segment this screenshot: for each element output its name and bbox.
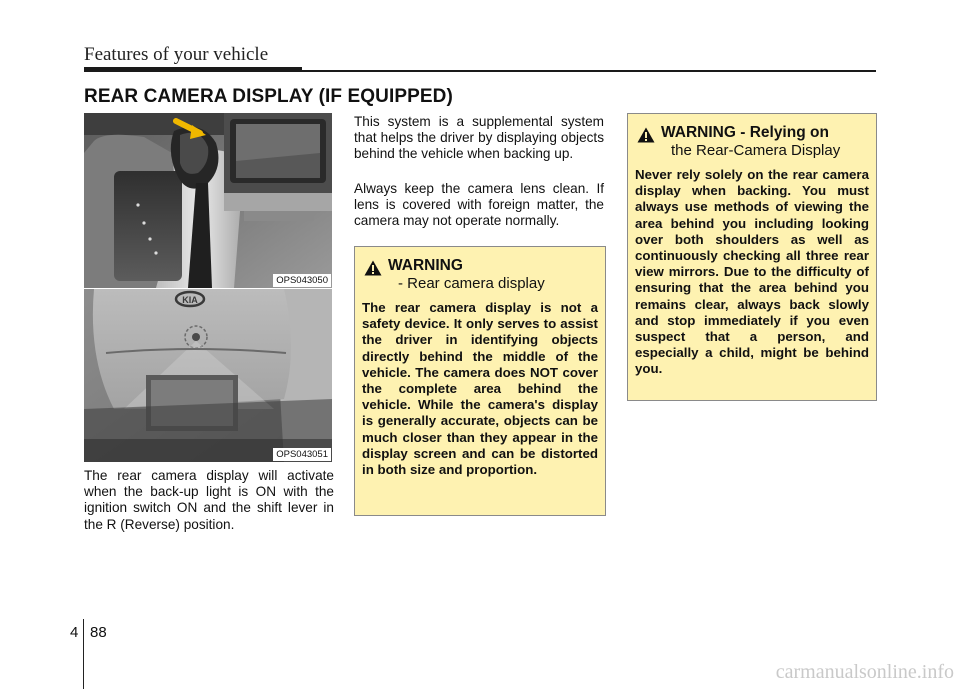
header-rule-thin	[302, 70, 876, 72]
page-number: 88	[90, 624, 107, 641]
warning-title: WARNING	[388, 257, 463, 274]
warning-triangle-icon	[637, 127, 655, 143]
warning-box-rear-camera	[354, 246, 606, 516]
warning-title: WARNING	[661, 124, 736, 141]
figure-code: OPS043051	[273, 448, 331, 461]
warning-subtitle: - Rear camera display	[398, 275, 545, 292]
chapter-number: 4	[70, 624, 79, 641]
vehicle-rear-camera-photo	[84, 289, 332, 462]
gear-shifter-photo	[84, 113, 332, 288]
page-header-title: Features of your vehicle	[84, 44, 269, 65]
vehicle-rear-illustration	[84, 289, 332, 462]
warning-subtitle: the Rear-Camera Display	[671, 142, 841, 159]
warning-title-line	[661, 124, 840, 142]
warning-title-suffix: - Relying on	[735, 124, 829, 141]
footer-divider	[83, 619, 84, 689]
header-rule-thick	[84, 67, 302, 72]
warning-text: Never rely solely on the rear camera display when backing. You must always use methods of viewing the area behind you including looking over both shoulders as well as continuously checking all three rear view mirrors. Due to the difficulty of ensuring that the area behind you remains clear, always back slowly and stop immediately if you even suspect that a person, and especially a child, might be behind you.	[635, 167, 869, 377]
warning-triangle-icon	[364, 260, 382, 276]
lens-clean-paragraph: Always keep the camera lens clean. If lens is covered with foreign matter, the camera may not operate normally.	[354, 181, 604, 229]
warning-text: The rear camera display is not a safety device. It only serves to assist the driver in identifying objects directly behind the middle of the vehicle. The camera does NOT cover the complete area behind the vehicle. While the camera's display is generally accurate, objects can be much closer than they appear in the display screen and can be distorted in both size and proportion.	[362, 300, 598, 478]
figure-code: OPS043050	[273, 274, 331, 287]
svg-text:KIA: KIA	[182, 295, 198, 305]
warning-box-relying-on-camera	[627, 113, 877, 401]
watermark-text: carmanualsonline.info	[775, 661, 954, 683]
gear-shifter-illustration	[84, 113, 332, 288]
section-heading: REAR CAMERA DISPLAY (IF EQUIPPED)	[84, 86, 453, 107]
supplemental-paragraph: This system is a supplemental system that helps the driver by displaying objects behind the vehicle when backing up.	[354, 114, 604, 162]
activation-paragraph: The rear camera display will activate when the back-up light is ON with the ignition switch ON and the shift lever in the R (Reverse) position.	[84, 468, 334, 532]
